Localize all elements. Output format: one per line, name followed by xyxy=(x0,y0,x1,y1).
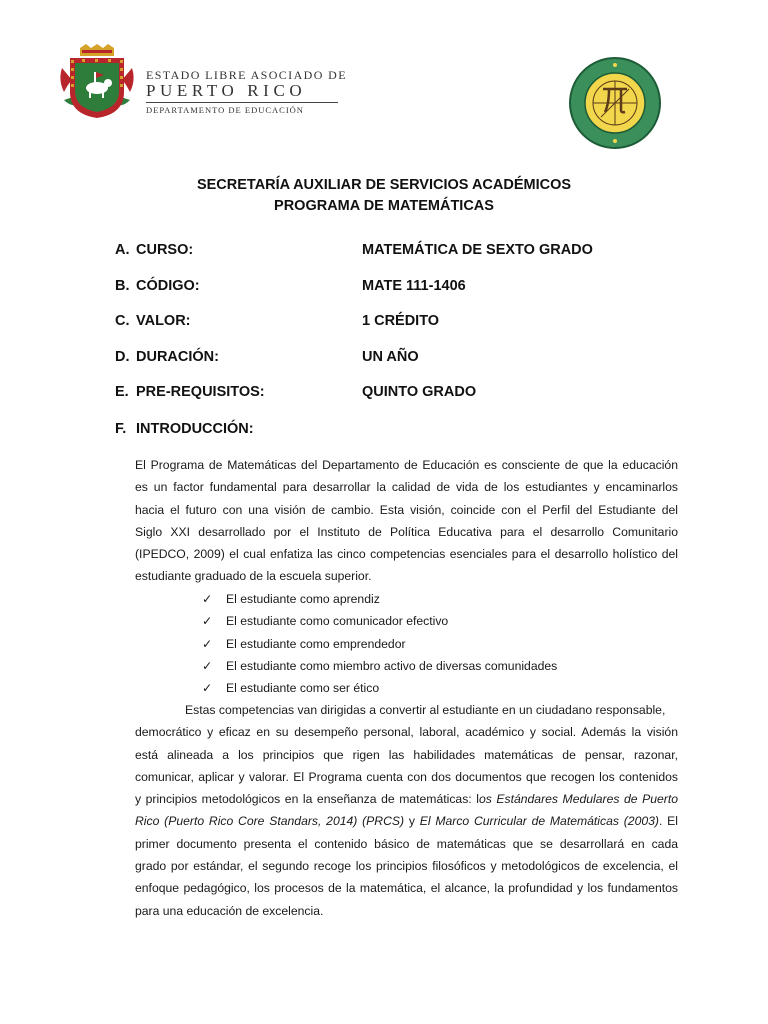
checkmark-icon: ✓ xyxy=(202,592,213,606)
text-run: y xyxy=(404,814,420,829)
gov-line-estado: ESTADO LIBRE ASOCIADO DE xyxy=(146,68,347,82)
info-letter: A. xyxy=(115,242,130,258)
competencies-list xyxy=(202,588,557,699)
paragraph-line: comunicar, aplicar y valorar. El Programa cuenta con dos documentos que recogen los contenidos xyxy=(135,769,678,784)
list-item-text: El estudiante como emprendedor xyxy=(226,636,406,651)
info-row-introduccion xyxy=(115,421,675,441)
paragraph-line: El Programa de Matemáticas del Departamento de Educación es consciente de que la educación xyxy=(135,458,678,472)
info-letter: D. xyxy=(115,349,130,365)
info-row-codigo xyxy=(115,278,675,298)
paragraph-line: grado por estándar, el segundo recoge los principios filosóficos y metodológicos de excelencia, el xyxy=(135,859,678,874)
document-titles xyxy=(0,175,768,217)
list-item-text: El estudiante como aprendiz xyxy=(226,592,380,606)
government-header xyxy=(146,68,347,115)
list-item xyxy=(202,610,557,632)
info-row-valor xyxy=(115,313,675,333)
title-programa: PROGRAMA DE MATEMÁTICAS xyxy=(274,198,494,214)
info-label: DURACIÓN: xyxy=(136,349,219,365)
info-row-curso xyxy=(115,242,675,262)
info-letter: F. xyxy=(115,421,127,437)
paragraph-line: hacia el futuro con una visión de cambio. Esta visión, coincide con el Perfil del Estudiante del xyxy=(135,502,678,517)
info-row-duracion xyxy=(115,349,675,369)
info-value: MATE 111-1406 xyxy=(362,278,466,294)
puerto-rico-coat-of-arms-icon xyxy=(58,44,136,120)
list-item xyxy=(202,677,557,699)
text-run: y principios metodológicos en la enseñanza de matemáticas: l xyxy=(135,792,479,807)
paragraph-line: para una educación de excelencia. xyxy=(135,903,324,918)
info-label: CURSO: xyxy=(136,242,194,258)
paragraph-line: (IPEDCO, 2009) el cual enfatiza las cinco competencias esenciales para el desarrollo holístico del xyxy=(135,547,678,562)
info-label: VALOR: xyxy=(136,313,191,329)
header-divider xyxy=(146,102,338,103)
info-value: MATEMÁTICA DE SEXTO GRADO xyxy=(362,242,593,258)
gov-line-puerto-rico: PUERTO RICO xyxy=(146,81,307,100)
list-item-text: El estudiante como miembro activo de diversas comunidades xyxy=(226,658,558,673)
checkmark-icon: ✓ xyxy=(202,636,213,651)
intro-paragraph-2 xyxy=(135,699,678,922)
gov-line-departamento: DEPARTAMENTO DE EDUCACIÓN xyxy=(146,105,304,115)
paragraph-line: está alineada a los principios que rigen las habilidades matemáticas de pensar, razonar, xyxy=(135,747,678,762)
paragraph-line: estudiante graduado de la escuela superior. xyxy=(135,569,372,584)
text-run-italic: Rico (Puerto Rico Core Standars, 2014) (PRCS) xyxy=(135,814,405,829)
info-letter: C. xyxy=(115,313,130,329)
intro-paragraph-1 xyxy=(135,454,678,588)
info-row-prerequisitos xyxy=(115,384,675,404)
programa-matematicas-logo-icon xyxy=(568,56,662,150)
info-letter: B. xyxy=(115,278,130,294)
info-label: PRE-REQUISITOS: xyxy=(136,384,265,400)
text-run-italic: os Estándares Medulares de Puerto xyxy=(478,792,679,807)
paragraph-line: es un factor fundamental para desarrollar la calidad de vida de los estudiantes y encaminarlos xyxy=(135,480,678,495)
title-secretaria: SECRETARÍA AUXILIAR DE SERVICIOS ACADÉMICOS xyxy=(196,177,572,193)
list-item-text: El estudiante como comunicador efectivo xyxy=(226,614,449,629)
paragraph-line: Estas competencias van dirigidas a convertir al estudiante en un ciudadano responsable, xyxy=(185,703,666,717)
checkmark-icon: ✓ xyxy=(202,681,213,696)
checkmark-icon: ✓ xyxy=(202,658,213,673)
info-value: 1 CRÉDITO xyxy=(362,313,440,329)
paragraph-line xyxy=(135,810,678,832)
paragraph-line: Siglo XXI desarrollado por el Instituto de Política Educativa para el desarrollo Comunitario xyxy=(135,524,678,539)
info-label: CÓDIGO: xyxy=(136,278,200,294)
list-item xyxy=(202,588,557,610)
checkmark-icon: ✓ xyxy=(202,614,213,629)
list-item xyxy=(202,633,557,655)
info-letter: E. xyxy=(115,384,129,400)
paragraph-line xyxy=(135,788,678,810)
list-item-text: El estudiante como ser ético xyxy=(226,681,380,696)
list-item xyxy=(202,655,557,677)
paragraph-line: democrático y eficaz en su desempeño personal, laboral, académico y social. Además la visión xyxy=(135,725,678,740)
paragraph-line: primer documento presenta el contenido básico de matemáticas que se desarrollará en cada xyxy=(135,836,678,851)
text-run: . El xyxy=(658,814,678,829)
info-value: UN AÑO xyxy=(362,349,419,365)
info-value: QUINTO GRADO xyxy=(362,384,477,400)
info-label: INTRODUCCIÓN: xyxy=(136,421,254,437)
paragraph-line: enfoque pedagógico, los procesos de la matemática, el alcance, la profundidad y los fundamentos xyxy=(135,881,678,896)
text-run-italic: El Marco Curricular de Matemáticas (2003) xyxy=(419,814,659,829)
